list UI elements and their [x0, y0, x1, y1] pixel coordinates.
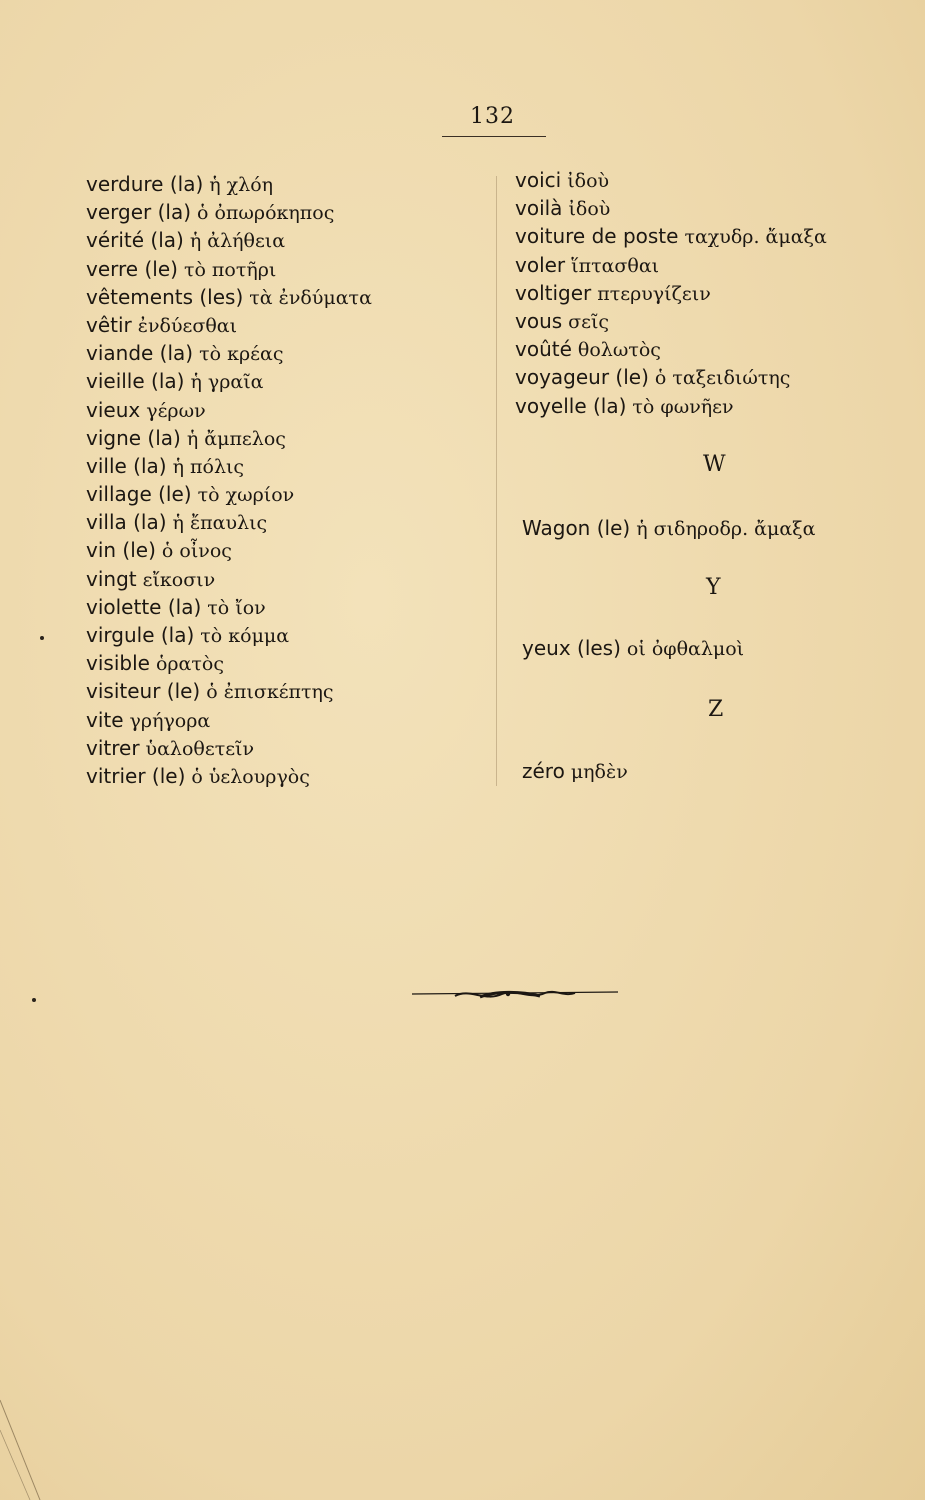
- entry-greek: τὸ ἴον: [207, 596, 266, 619]
- dictionary-entry: [86, 621, 466, 649]
- entry-greek: θολωτὸς: [577, 339, 661, 362]
- dictionary-entry: [86, 367, 466, 395]
- entry-greek: ὁ ταξειδιώτης: [654, 367, 791, 390]
- dictionary-entry: [515, 279, 905, 307]
- dictionary-entry: [86, 734, 466, 762]
- page-number-rule: [442, 136, 546, 137]
- entry-greek: μηδὲν: [570, 761, 628, 783]
- entry-greek: ὁ οἶνος: [161, 540, 232, 563]
- entry-zero: [522, 757, 628, 785]
- dictionary-entry: [515, 363, 905, 391]
- entry-french: voilà: [515, 196, 563, 221]
- entry-french: vigne (la): [86, 425, 181, 450]
- entry-french: vite: [86, 707, 124, 732]
- page-number: 132: [470, 104, 515, 129]
- entry-french: viande (la): [86, 341, 194, 366]
- dictionary-entry: [86, 311, 466, 339]
- dictionary-entry: [86, 677, 466, 705]
- decorative-flourish-icon: [410, 982, 620, 1006]
- entry-french: vieille (la): [86, 369, 185, 394]
- entry-french: visible: [86, 651, 150, 676]
- entry-greek: τὸ κόμμα: [200, 625, 290, 647]
- entry-greek: ἡ ἄμπελος: [186, 427, 286, 450]
- entry-greek: τὸ ποτῆρι: [183, 258, 277, 281]
- entry-greek: ἐνδύεσθαι: [137, 314, 238, 337]
- entry-french: verre (le): [86, 256, 178, 281]
- dictionary-entry: [86, 452, 466, 480]
- entry-greek: ταχυδρ. ἄμαξα: [684, 226, 827, 249]
- dictionary-entry: [86, 762, 466, 790]
- entry-french: verger (la): [86, 200, 192, 225]
- entry-french: ville (la): [86, 453, 167, 478]
- entry-french: vêtir: [86, 312, 132, 337]
- entry-greek: ἡ γραῖα: [190, 371, 264, 394]
- entry-french: voyelle (la): [515, 393, 627, 418]
- paper-speck: [40, 636, 44, 640]
- dictionary-entry: [515, 166, 905, 194]
- entry-greek: γέρων: [146, 399, 206, 422]
- dictionary-entry: [86, 339, 466, 367]
- entry-greek: ὁρατὸς: [155, 653, 224, 676]
- entry-french: virgule (la): [86, 623, 195, 647]
- entry-greek: πτερυγίζειν: [597, 282, 711, 305]
- dictionary-entry: [515, 392, 905, 420]
- dictionary-entry: [515, 194, 905, 222]
- entry-french: yeux (les): [522, 636, 621, 660]
- page-corner-crease: [0, 1380, 70, 1500]
- entry-french: village (le): [86, 482, 192, 507]
- entry-french: vingt: [86, 566, 137, 591]
- entry-french: violette (la): [86, 594, 202, 619]
- dictionary-entry: [86, 198, 466, 226]
- dictionary-entry: [86, 480, 466, 508]
- entry-greek: τὸ φωνῆεν: [632, 395, 734, 418]
- entry-greek: ὁ ἐπισκέπτης: [206, 681, 334, 704]
- dictionary-entry: [86, 508, 466, 536]
- dictionary-entry: [86, 170, 466, 198]
- entry-greek: ἰδοὺ: [568, 198, 611, 221]
- entry-greek: ἡ σιδηροδρ. ἄμαξα: [636, 518, 816, 540]
- entry-french: vous: [515, 308, 563, 333]
- entry-french: Wagon (le): [522, 516, 631, 540]
- entry-french: voiture de poste: [515, 224, 679, 249]
- entry-greek: ἡ χλόη: [209, 174, 274, 196]
- entry-greek: ἵπτασθαι: [571, 254, 660, 277]
- column-divider: [496, 176, 497, 786]
- entry-greek: τὰ ἐνδύματα: [249, 286, 372, 309]
- entry-greek: οἱ ὀφθαλμοὶ: [626, 638, 745, 660]
- entry-french: vêtements (les): [86, 284, 244, 309]
- section-letter-y: Y: [706, 575, 721, 600]
- entry-french: verdure (la): [86, 172, 204, 196]
- right-column: [515, 166, 905, 420]
- dictionary-entry: [86, 565, 466, 593]
- dictionary-entry: [86, 283, 466, 311]
- entry-french: vérité (la): [86, 228, 184, 253]
- dictionary-entry: [515, 251, 905, 279]
- dictionary-entry: [86, 255, 466, 283]
- dictionary-entry: [515, 222, 905, 250]
- entry-french: vin (le): [86, 538, 156, 563]
- entry-french: vieux: [86, 397, 141, 422]
- entry-french: voici: [515, 168, 562, 192]
- dictionary-entry: [515, 307, 905, 335]
- entry-greek: ὁ ὑελουργὸς: [191, 765, 310, 788]
- dictionary-entry: [86, 536, 466, 564]
- dictionary-entry: [86, 396, 466, 424]
- entry-french: vitrier (le): [86, 763, 186, 788]
- dictionary-entry: [86, 593, 466, 621]
- section-letter-w: W: [703, 452, 726, 477]
- dictionary-entry: [86, 649, 466, 677]
- entry-french: vitrer: [86, 735, 140, 760]
- entry-wagon: [522, 514, 815, 542]
- entry-greek: ἰδοὺ: [567, 170, 610, 192]
- entry-greek: τὸ κρέας: [199, 343, 284, 366]
- entry-greek: ὁ ὀπωρόκηπος: [197, 202, 335, 225]
- entry-french: voler: [515, 252, 566, 277]
- entry-french: voltiger: [515, 280, 592, 305]
- entry-yeux: [522, 634, 744, 662]
- entry-greek: ἡ πόλις: [172, 455, 245, 478]
- section-letter-z: Z: [708, 697, 724, 722]
- entry-french: voyageur (le): [515, 365, 649, 390]
- dictionary-entry: [515, 335, 905, 363]
- left-column: [86, 170, 466, 790]
- entry-greek: ὑαλοθετεῖν: [145, 737, 255, 760]
- entry-greek: τὸ χωρίον: [197, 484, 295, 507]
- entry-french: visiteur (le): [86, 679, 201, 704]
- dictionary-entry: [86, 424, 466, 452]
- entry-french: voûté: [515, 337, 572, 362]
- entry-greek: σεῖς: [568, 310, 610, 333]
- entry-french: zéro: [522, 759, 565, 783]
- entry-french: villa (la): [86, 510, 167, 535]
- entry-greek: γρήγορα: [129, 709, 211, 732]
- paper-speck: [32, 998, 36, 1002]
- dictionary-entry: [86, 226, 466, 254]
- entry-greek: εἴκοσιν: [142, 568, 216, 591]
- entry-greek: ἡ ἔπαυλις: [172, 512, 268, 535]
- dictionary-entry: [86, 706, 466, 734]
- entry-greek: ἡ ἀλήθεια: [189, 230, 286, 253]
